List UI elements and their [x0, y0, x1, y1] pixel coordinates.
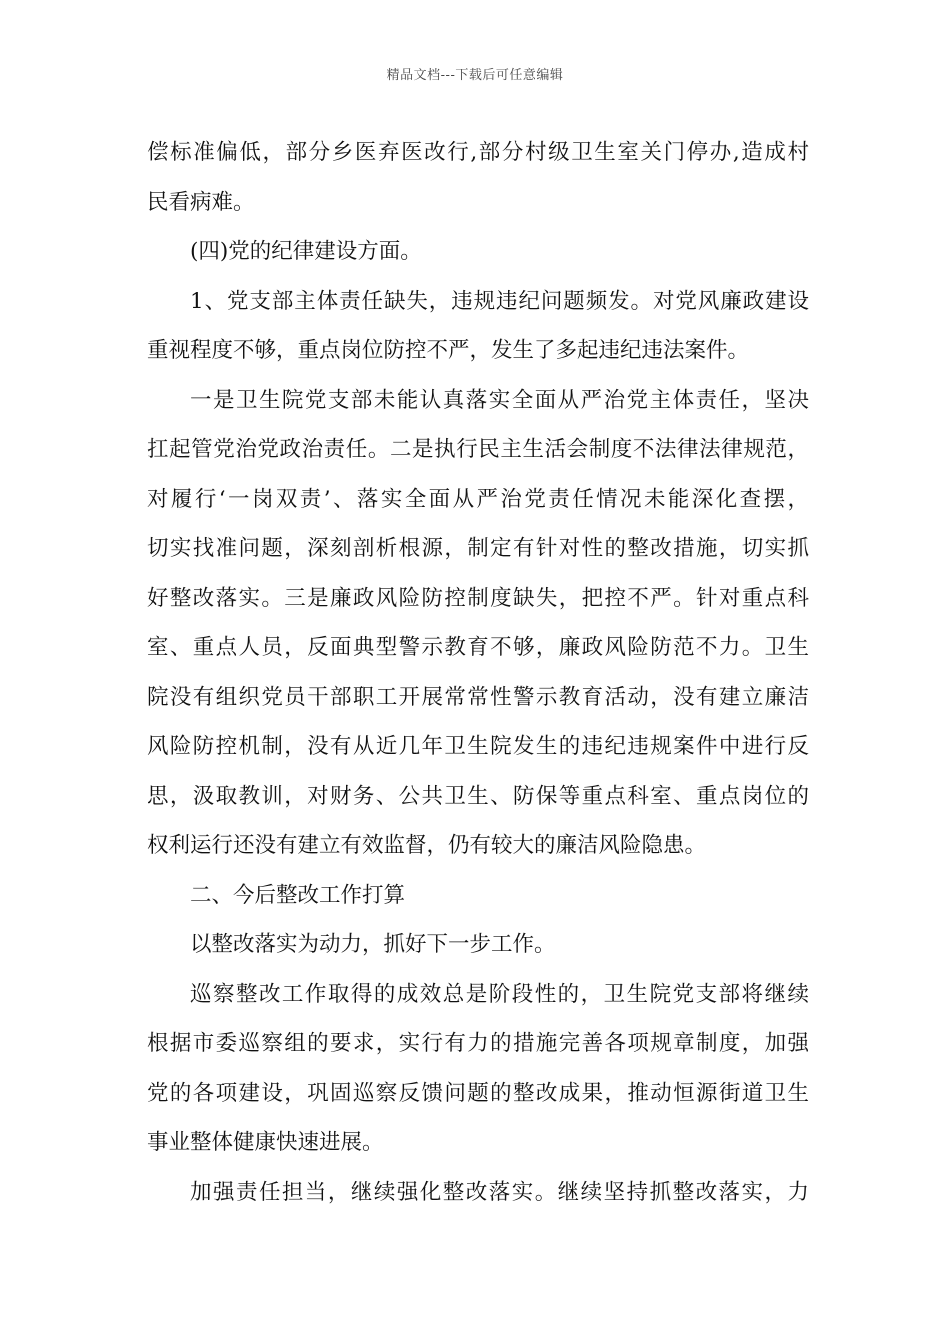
- text-line: 民看病难。: [147, 189, 255, 215]
- text-line: 1、党支部主体责任缺失，违规违纪问题频发。对党风廉政建设: [190, 288, 809, 314]
- text-line: 事业整体健康快速进展。: [147, 1130, 384, 1155]
- text-line: 思，汲取教训，对财务、公共卫生、防保等重点科室、重点岗位的: [147, 783, 809, 809]
- text-line: 切实找准问题，深刻剖析根源，制定有针对性的整改措施，切实抓: [147, 536, 809, 561]
- text-line: 重视程度不够，重点岗位防控不严，发生了多起违纪违法案件。: [147, 338, 750, 363]
- section-heading: (四)党的纪律建设方面。: [190, 239, 422, 264]
- text-line: 偿标准偏低，部分乡医弃医改行,部分村级卫生室关门停办,造成村: [147, 140, 809, 165]
- text-line: 扛起管党治党政治责任。二是执行民主生活会制度不法律法律规范，: [147, 437, 809, 462]
- section-heading: 二、今后整改工作打算: [190, 882, 406, 908]
- text-line: 根据市委巡察组的要求，实行有力的措施完善各项规章制度，加强: [147, 1031, 809, 1056]
- text-line: 加强责任担当，继续强化整改落实。继续坚持抓整改落实，力: [190, 1179, 809, 1205]
- text-line: 室、重点人员，反面典型警示教育不够，廉政风险防范不力。卫生: [147, 635, 809, 660]
- text-line: 巡察整改工作取得的成效总是阶段性的，卫生院党支部将继续: [190, 981, 809, 1007]
- text-line: 风险防控机制，没有从近几年卫生院发生的违纪违规案件中进行反: [147, 734, 809, 759]
- text-line: 以整改落实为动力，抓好下一步工作。: [190, 932, 556, 957]
- text-line: 院没有组织党员干部职工开展常常性警示教育活动，没有建立廉洁: [147, 684, 809, 710]
- body-text: [147, 128, 809, 1217]
- text-line: 对履行‘一岗双责’、落实全面从严治党责任情况未能深化查摆，: [147, 486, 809, 512]
- text-line: 一是卫生院党支部未能认真落实全面从严治党主体责任，坚决: [190, 387, 809, 413]
- text-line: 权利运行还没有建立有效监督，仍有较大的廉洁风险隐患。: [147, 833, 707, 858]
- page-header: 精品文档---下载后可任意编辑: [386, 68, 564, 83]
- text-line: 党的各项建设，巩固巡察反馈问题的整改成果，推动恒源街道卫生: [147, 1080, 809, 1106]
- text-line: 好整改落实。三是廉政风险防控制度缺失，把控不严。针对重点科: [147, 585, 809, 611]
